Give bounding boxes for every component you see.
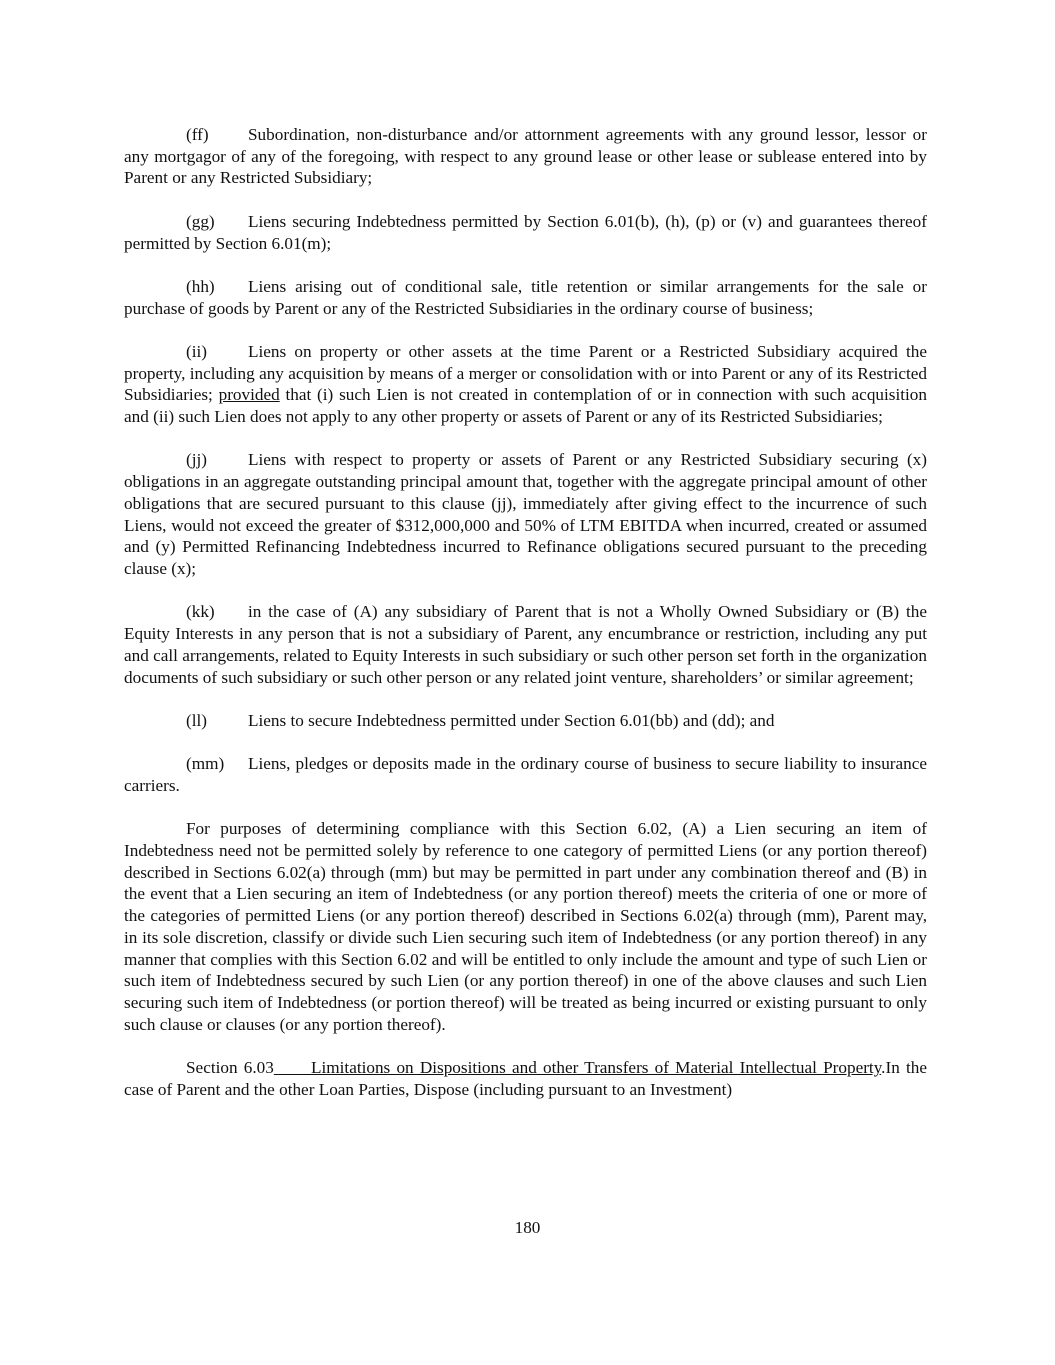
clause-label: (kk) xyxy=(186,602,215,622)
clause-label: (jj) xyxy=(186,450,207,470)
clause-text: in the case of (A) any subsidiary of Parent that is not a Wholly Owned Subsidiary or (B) the Equity Interests in any person that is not a subsidiary of Parent, any encumbrance or restriction, including any put and call arrangements, related to Equity Interests in such subsidiary or such other person set forth in the organization documents of such subsidiary or such other person or any related joint venture, shareholders’ or similar agreement; xyxy=(124,602,927,687)
clause-mm xyxy=(124,753,927,796)
clause-text: Liens to secure Indebtedness permitted under Section 6.01(bb) and (dd); and xyxy=(248,710,775,730)
compliance-paragraph: For purposes of determining compliance with this Section 6.02, (A) a Lien securing an item of Indebtedness need not be permitted solely by reference to one category of permitted Liens (or any portion thereof) described in Sections 6.02(a) through (mm) but may be permitted in part under any combination thereof and (B) in the event that a Lien securing an item of Indebtedness (or any portion thereof) meets the criteria of one or more of the categories of permitted Liens (or any portion thereof) described in Sections 6.02(a) through (mm), Parent may, in its sole discretion, classify or divide such Lien securing such item of Indebtedness (or any portion thereof) in any manner that complies with this Section 6.02 and will be entitled to only include the amount and type of such Lien or such item of Indebtedness secured by such Lien (or any portion thereof) in one of the above clauses and such Lien securing such item of Indebtedness (or portion thereof) will be treated as being incurred or existing pursuant to only such clause or clauses (or any portion thereof). xyxy=(124,819,927,1034)
clause-text: Liens, pledges or deposits made in the ordinary course of business to secure liability to insurance carriers. xyxy=(124,754,927,795)
clause-label: (mm) xyxy=(186,754,225,774)
clause-text-after: that (i) such Lien is not created in contemplation of or in connection with such acquisition and (ii) such Lien does not apply to any other property or assets of Parent or any of its Restricted Subsidiaries; xyxy=(124,385,927,427)
clause-label: (ff) xyxy=(186,125,209,144)
clause-text: Liens arising out of conditional sale, title retention or similar arrangements for the sale or purchase of goods by Parent or any of the Restricted Subsidiaries in the ordinary course of business; xyxy=(124,276,927,318)
clause-text: Liens with respect to property or assets of Parent or any Restricted Subsidiary securing (x) obligations in an aggregate outstanding principal amount that, together with the aggregate principal amount of other obligations that are secured pursuant to this clause (jj), immediately after giving effect to the incurrence of such Liens, would not exceed the greater of $312,000,000 and 50% of LTM EBITDA when incurred, created or assumed and (y) Permitted Refinancing Indebtedness incurred to Refinance obligations secured pursuant to the preceding clause (x); xyxy=(124,450,927,578)
clause-label: (ll) xyxy=(186,710,207,730)
clause-gg xyxy=(124,211,927,254)
section-title-text: Limitations on Dispositions and other Transfers of Material Intellectual Property xyxy=(311,1058,882,1078)
clause-ii xyxy=(124,341,927,428)
page-number: 180 xyxy=(514,1218,541,1237)
section-number: Section 6.03 xyxy=(186,1058,274,1078)
section-6-03: Section 6.03 Limitations on Dispositions and other Transfers of Material Intellectual Property.In the case of Parent and the other Loan Parties, Dispose (including pursuant to an Investment) xyxy=(124,1058,927,1099)
clause-text: Liens securing Indebtedness permitted by Section 6.01(b), (h), (p) or (v) and guarantees thereof permitted by Section 6.01(m); xyxy=(124,211,927,253)
clause-label: (gg) xyxy=(186,211,215,231)
clause-jj xyxy=(124,449,927,579)
clause-text: Subordination, non-disturbance and/or attornment agreements with any ground lessor, lessor or any mortgagor of any of the foregoing, with respect to any ground lease or other lease or sublease entered into by Parent or any Restricted Subsidiary; xyxy=(124,125,927,188)
clause-ff xyxy=(124,124,927,189)
clause-kk xyxy=(124,601,927,688)
document-page xyxy=(124,124,927,1122)
section-title xyxy=(274,1058,881,1077)
clause-hh xyxy=(124,276,927,319)
provided-term: provided xyxy=(218,385,280,405)
clause-text-before: Liens on property or other assets at the time Parent or a Restricted Subsidiary acquired the property, including any acquisition by means of a merger or consolidation with or into Parent or any of its Restricted Subsidiaries; xyxy=(124,341,927,405)
clause-label: (ii) xyxy=(186,341,207,361)
section-text: In the case of Parent and the other Loan Parties, Dispose (including pursuant to an Investment) xyxy=(124,1058,927,1099)
clause-ll xyxy=(124,710,927,732)
clause-label: (hh) xyxy=(186,276,215,296)
